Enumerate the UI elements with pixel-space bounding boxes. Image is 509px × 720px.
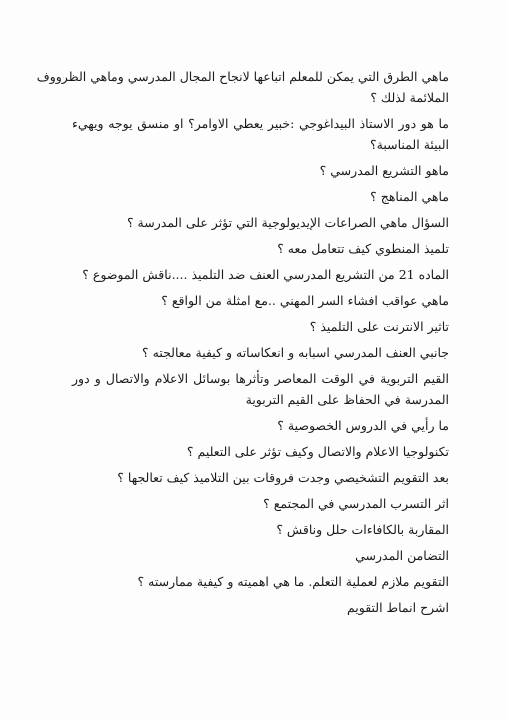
document-line: ما هو دور الاستاذ البيداغوجي :خبير يعطي الاوامر؟ او منسق يوجه ويهيء — [72, 116, 449, 131]
document-line: التقويم ملازم لعملية التعلم. ما هي اهميته و كيفية ممارسته ؟ — [137, 574, 449, 589]
document-line: بعد التقويم التشخيصي وجدت فروقات بين التلاميذ كيف تعالجها ؟ — [117, 470, 449, 485]
question-list — [36, 66, 449, 618]
document-line: جانبي العنف المدرسي اسبابه و انعكاساته و كيفية معالجته ؟ — [142, 345, 449, 360]
document-line: ماهو التشريع المدرسي ؟ — [319, 163, 449, 178]
document-line: اثر التسرب المدرسي في المجتمع ؟ — [263, 496, 449, 511]
document-line: ماهي عواقب افشاء السر المهني ..مع امثلة من الواقع ؟ — [161, 293, 449, 308]
document-line: الماده 21 من التشريع المدرسي العنف ضد التلميذ ....ناقش الموضوع ؟ — [82, 267, 449, 282]
document-line: المقاربة بالكافاءات حلل وناقش ؟ — [276, 522, 449, 537]
document-line: السؤال ماهي الصراعات الإيديولوجية التي تؤثر على المدرسة ؟ — [126, 215, 449, 230]
document-line: اشرح انماط التقويم — [346, 600, 449, 615]
document-line: ماهي المناهج ؟ — [370, 189, 449, 204]
document-line: المدرسة في الحفاظ على القيم التربوية — [245, 392, 449, 407]
document-line: تاثير الانترنت على التلميذ ؟ — [309, 319, 449, 334]
document-line: ماهي الطرق التي يمكن للمعلم اتباعها لانجاح المجال المدرسي وماهي الظرووف — [36, 69, 449, 84]
document-line: التضامن المدرسي — [355, 548, 449, 563]
document-line: القيم التربوية في الوقت المعاصر وتأثرها بوسائل الاعلام والاتصال و دور — [72, 371, 449, 386]
document-line: ما رأيي في الدروس الخصوصية ؟ — [277, 418, 449, 433]
document-line: تكنولوجيا الاعلام والاتصال وكيف تؤثر على التعليم ؟ — [186, 444, 449, 459]
document-line: الملائمة لذلك ؟ — [370, 90, 449, 105]
document-line: البيئة المناسبة؟ — [370, 137, 449, 152]
document-line: تلميذ المنطوي كيف تتعامل معه ؟ — [277, 241, 449, 256]
